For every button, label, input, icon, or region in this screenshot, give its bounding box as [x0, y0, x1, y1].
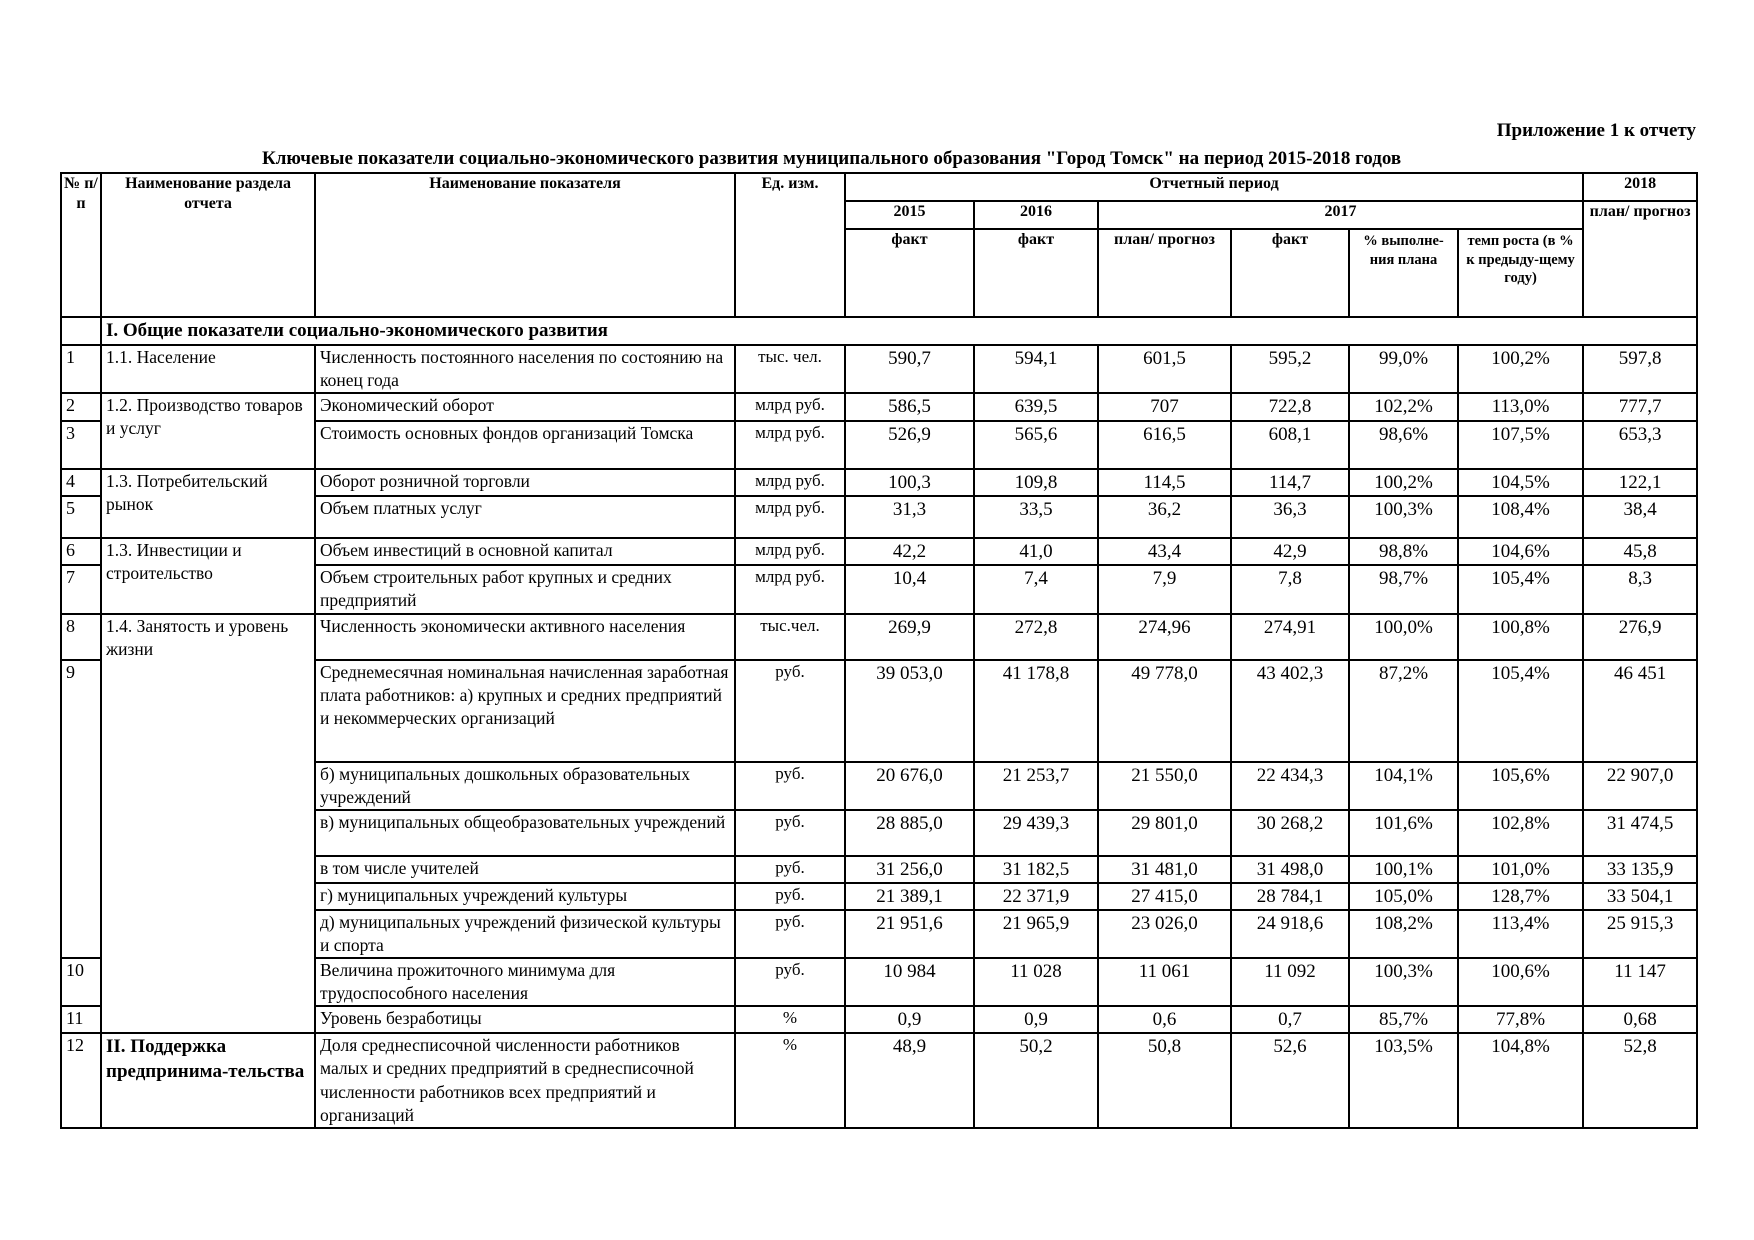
- value-cell: 10 984: [845, 958, 974, 1006]
- indicator-name: в) муниципальных общеобразовательных учреждений: [315, 810, 735, 856]
- value-cell: 50,8: [1098, 1033, 1231, 1127]
- value-cell: 777,7: [1583, 393, 1697, 421]
- value-cell: 274,91: [1231, 614, 1349, 660]
- value-cell: 100,8%: [1458, 614, 1583, 660]
- indicator-name: г) муниципальных учреждений культуры: [315, 883, 735, 910]
- value-cell: 98,7%: [1349, 565, 1458, 613]
- value-cell: 28 784,1: [1231, 883, 1349, 910]
- value-cell: 31 474,5: [1583, 810, 1697, 856]
- row-number: 1: [61, 345, 101, 393]
- value-cell: 104,6%: [1458, 538, 1583, 565]
- value-cell: 36,3: [1231, 496, 1349, 538]
- value-cell: 8,3: [1583, 565, 1697, 613]
- value-cell: 42,9: [1231, 538, 1349, 565]
- value-cell: 105,4%: [1458, 565, 1583, 613]
- value-cell: 100,3%: [1349, 958, 1458, 1006]
- header-section: Наименование раздела отчета: [101, 173, 315, 317]
- value-cell: 586,5: [845, 393, 974, 421]
- value-cell: 85,7%: [1349, 1006, 1458, 1033]
- value-cell: 565,6: [974, 421, 1098, 469]
- section-name: 1.1. Население: [101, 345, 315, 393]
- header-fact-2016: факт: [974, 229, 1098, 317]
- value-cell: 105,6%: [1458, 762, 1583, 810]
- value-cell: 11 092: [1231, 958, 1349, 1006]
- value-cell: 104,8%: [1458, 1033, 1583, 1127]
- value-cell: 98,6%: [1349, 421, 1458, 469]
- value-cell: 21 965,9: [974, 910, 1098, 958]
- value-cell: 108,2%: [1349, 910, 1458, 958]
- row-number: 2: [61, 393, 101, 421]
- header-plan-forecast-2018: план/ прогноз: [1583, 201, 1697, 317]
- indicator-name: в том числе учителей: [315, 856, 735, 883]
- value-cell: 36,2: [1098, 496, 1231, 538]
- value-cell: 616,5: [1098, 421, 1231, 469]
- row-number: 7: [61, 565, 101, 613]
- value-cell: 105,4%: [1458, 660, 1583, 762]
- unit-cell: руб.: [735, 762, 845, 810]
- value-cell: 100,2%: [1349, 469, 1458, 496]
- unit-cell: тыс.чел.: [735, 614, 845, 660]
- value-cell: 31 481,0: [1098, 856, 1231, 883]
- value-cell: 43,4: [1098, 538, 1231, 565]
- header-2016: 2016: [974, 201, 1098, 229]
- value-cell: 100,3: [845, 469, 974, 496]
- value-cell: 45,8: [1583, 538, 1697, 565]
- value-cell: 27 415,0: [1098, 883, 1231, 910]
- value-cell: 608,1: [1231, 421, 1349, 469]
- value-cell: 595,2: [1231, 345, 1349, 393]
- value-cell: 100,3%: [1349, 496, 1458, 538]
- table-row: [61, 538, 1697, 565]
- value-cell: 108,4%: [1458, 496, 1583, 538]
- value-cell: 653,3: [1583, 421, 1697, 469]
- row-number: 3: [61, 421, 101, 469]
- row-number: 10: [61, 958, 101, 1006]
- document-title: Ключевые показатели социально-экономического развития муниципального образования "Город Томск" на период 2015-2018 годов: [262, 148, 1402, 169]
- header-indicator: Наименование показателя: [315, 173, 735, 317]
- value-cell: 597,8: [1583, 345, 1697, 393]
- value-cell: 102,8%: [1458, 810, 1583, 856]
- value-cell: 20 676,0: [845, 762, 974, 810]
- value-cell: 77,8%: [1458, 1006, 1583, 1033]
- value-cell: 104,1%: [1349, 762, 1458, 810]
- value-cell: 29 439,3: [974, 810, 1098, 856]
- value-cell: 11 147: [1583, 958, 1697, 1006]
- header-plan-forecast-2017: план/ прогноз: [1098, 229, 1231, 317]
- value-cell: 102,2%: [1349, 393, 1458, 421]
- header-num: № п/п: [61, 173, 101, 317]
- indicator-name: б) муниципальных дошкольных образовательных учреждений: [315, 762, 735, 810]
- row-number: 5: [61, 496, 101, 538]
- row-number: 9: [61, 660, 101, 959]
- value-cell: 33,5: [974, 496, 1098, 538]
- value-cell: 0,9: [845, 1006, 974, 1033]
- value-cell: 0,7: [1231, 1006, 1349, 1033]
- value-cell: 276,9: [1583, 614, 1697, 660]
- indicator-name: Объем строительных работ крупных и средних предприятий: [315, 565, 735, 613]
- value-cell: 107,5%: [1458, 421, 1583, 469]
- unit-cell: руб.: [735, 810, 845, 856]
- indicator-name: Среднемесячная номинальная начисленная заработная плата работников: а) крупных и средних предприятий и некоммерческих организаций: [315, 660, 735, 762]
- unit-cell: руб.: [735, 883, 845, 910]
- table-row: [61, 393, 1697, 421]
- indicator-name: д) муниципальных учреждений физической культуры и спорта: [315, 910, 735, 958]
- header-reporting-period: Отчетный период: [845, 173, 1583, 201]
- indicator-name: Доля среднесписочной численности работников малых и средних предприятий в среднесписочной численности работников всех предприятий и организаций: [315, 1033, 735, 1127]
- header-unit: Ед. изм.: [735, 173, 845, 317]
- value-cell: 526,9: [845, 421, 974, 469]
- value-cell: 23 026,0: [1098, 910, 1231, 958]
- value-cell: 38,4: [1583, 496, 1697, 538]
- value-cell: 22 434,3: [1231, 762, 1349, 810]
- unit-cell: руб.: [735, 958, 845, 1006]
- value-cell: 10,4: [845, 565, 974, 613]
- section-name: 1.2. Производство товаров и услуг: [101, 393, 315, 469]
- indicator-name: Численность экономически активного населения: [315, 614, 735, 660]
- row-number: 11: [61, 1006, 101, 1033]
- section-name: II. Поддержка предпринима-тельства: [101, 1033, 315, 1127]
- unit-cell: руб.: [735, 660, 845, 762]
- value-cell: 31,3: [845, 496, 974, 538]
- value-cell: 99,0%: [1349, 345, 1458, 393]
- indicator-name: Величина прожиточного минимума для трудоспособного населения: [315, 958, 735, 1006]
- table-row: [61, 614, 1697, 660]
- unit-cell: млрд руб.: [735, 469, 845, 496]
- indicator-name: Объем инвестиций в основной капитал: [315, 538, 735, 565]
- value-cell: 22 371,9: [974, 883, 1098, 910]
- value-cell: 49 778,0: [1098, 660, 1231, 762]
- unit-cell: млрд руб.: [735, 496, 845, 538]
- unit-cell: руб.: [735, 856, 845, 883]
- value-cell: 33 504,1: [1583, 883, 1697, 910]
- value-cell: 707: [1098, 393, 1231, 421]
- value-cell: 104,5%: [1458, 469, 1583, 496]
- indicator-name: Стоимость основных фондов организаций Томска: [315, 421, 735, 469]
- value-cell: 22 907,0: [1583, 762, 1697, 810]
- row-number: 12: [61, 1033, 101, 1127]
- value-cell: 722,8: [1231, 393, 1349, 421]
- unit-cell: тыс. чел.: [735, 345, 845, 393]
- unit-cell: млрд руб.: [735, 538, 845, 565]
- row-number: 4: [61, 469, 101, 496]
- value-cell: 269,9: [845, 614, 974, 660]
- value-cell: 46 451: [1583, 660, 1697, 762]
- value-cell: 31 182,5: [974, 856, 1098, 883]
- value-cell: 114,5: [1098, 469, 1231, 496]
- value-cell: 11 028: [974, 958, 1098, 1006]
- header-2018: 2018: [1583, 173, 1697, 201]
- section-name: 1.3. Потребительский рынок: [101, 469, 315, 538]
- empty-cell: [61, 317, 101, 345]
- value-cell: 25 915,3: [1583, 910, 1697, 958]
- value-cell: 113,4%: [1458, 910, 1583, 958]
- value-cell: 41,0: [974, 538, 1098, 565]
- row-number: 6: [61, 538, 101, 565]
- value-cell: 28 885,0: [845, 810, 974, 856]
- value-cell: 29 801,0: [1098, 810, 1231, 856]
- value-cell: 87,2%: [1349, 660, 1458, 762]
- unit-cell: %: [735, 1006, 845, 1033]
- value-cell: 122,1: [1583, 469, 1697, 496]
- header-fact-2015: факт: [845, 229, 974, 317]
- value-cell: 639,5: [974, 393, 1098, 421]
- value-cell: 42,2: [845, 538, 974, 565]
- value-cell: 0,68: [1583, 1006, 1697, 1033]
- value-cell: 100,1%: [1349, 856, 1458, 883]
- value-cell: 105,0%: [1349, 883, 1458, 910]
- value-cell: 52,6: [1231, 1033, 1349, 1127]
- value-cell: 109,8: [974, 469, 1098, 496]
- appendix-label: Приложение 1 к отчету: [1496, 120, 1696, 141]
- table-row: [61, 1033, 1697, 1127]
- value-cell: 100,6%: [1458, 958, 1583, 1006]
- header-2017: 2017: [1098, 201, 1583, 229]
- value-cell: 48,9: [845, 1033, 974, 1127]
- table-row: [61, 469, 1697, 496]
- header-pct-plan: % выполне-ния плана: [1349, 229, 1458, 317]
- unit-cell: руб.: [735, 910, 845, 958]
- unit-cell: млрд руб.: [735, 421, 845, 469]
- value-cell: 7,8: [1231, 565, 1349, 613]
- value-cell: 31 256,0: [845, 856, 974, 883]
- value-cell: 21 389,1: [845, 883, 974, 910]
- value-cell: 43 402,3: [1231, 660, 1349, 762]
- value-cell: 21 253,7: [974, 762, 1098, 810]
- value-cell: 103,5%: [1349, 1033, 1458, 1127]
- value-cell: 7,4: [974, 565, 1098, 613]
- indicator-name: Экономический оборот: [315, 393, 735, 421]
- value-cell: 33 135,9: [1583, 856, 1697, 883]
- header-fact-2017: факт: [1231, 229, 1349, 317]
- indicator-name: Оборот розничной торговли: [315, 469, 735, 496]
- section1-title: I. Общие показатели социально-экономического развития: [101, 317, 1697, 345]
- indicator-name: Численность постоянного населения по состоянию на конец года: [315, 345, 735, 393]
- header-2015: 2015: [845, 201, 974, 229]
- section-header-row: [61, 317, 1697, 345]
- value-cell: 31 498,0: [1231, 856, 1349, 883]
- section-name: 1.4. Занятость и уровень жизни: [101, 614, 315, 1034]
- section-name: 1.3. Инвестиции и строительство: [101, 538, 315, 613]
- value-cell: 52,8: [1583, 1033, 1697, 1127]
- table-body: [61, 317, 1697, 1128]
- value-cell: 113,0%: [1458, 393, 1583, 421]
- value-cell: 101,0%: [1458, 856, 1583, 883]
- value-cell: 41 178,8: [974, 660, 1098, 762]
- value-cell: 24 918,6: [1231, 910, 1349, 958]
- value-cell: 39 053,0: [845, 660, 974, 762]
- indicators-table: [60, 172, 1698, 1129]
- value-cell: 100,0%: [1349, 614, 1458, 660]
- indicator-name: Уровень безработицы: [315, 1006, 735, 1033]
- value-cell: 101,6%: [1349, 810, 1458, 856]
- indicator-name: Объем платных услуг: [315, 496, 735, 538]
- row-number: 8: [61, 614, 101, 660]
- value-cell: 21 550,0: [1098, 762, 1231, 810]
- value-cell: 272,8: [974, 614, 1098, 660]
- value-cell: 0,6: [1098, 1006, 1231, 1033]
- value-cell: 50,2: [974, 1033, 1098, 1127]
- value-cell: 114,7: [1231, 469, 1349, 496]
- value-cell: 0,9: [974, 1006, 1098, 1033]
- value-cell: 594,1: [974, 345, 1098, 393]
- value-cell: 21 951,6: [845, 910, 974, 958]
- value-cell: 128,7%: [1458, 883, 1583, 910]
- table-row: [61, 345, 1697, 393]
- unit-cell: %: [735, 1033, 845, 1127]
- value-cell: 601,5: [1098, 345, 1231, 393]
- unit-cell: млрд руб.: [735, 565, 845, 613]
- value-cell: 11 061: [1098, 958, 1231, 1006]
- value-cell: 30 268,2: [1231, 810, 1349, 856]
- value-cell: 274,96: [1098, 614, 1231, 660]
- value-cell: 7,9: [1098, 565, 1231, 613]
- value-cell: 98,8%: [1349, 538, 1458, 565]
- value-cell: 590,7: [845, 345, 974, 393]
- value-cell: 100,2%: [1458, 345, 1583, 393]
- header-growth: темп роста (в % к предыду-щему году): [1458, 229, 1583, 317]
- unit-cell: млрд руб.: [735, 393, 845, 421]
